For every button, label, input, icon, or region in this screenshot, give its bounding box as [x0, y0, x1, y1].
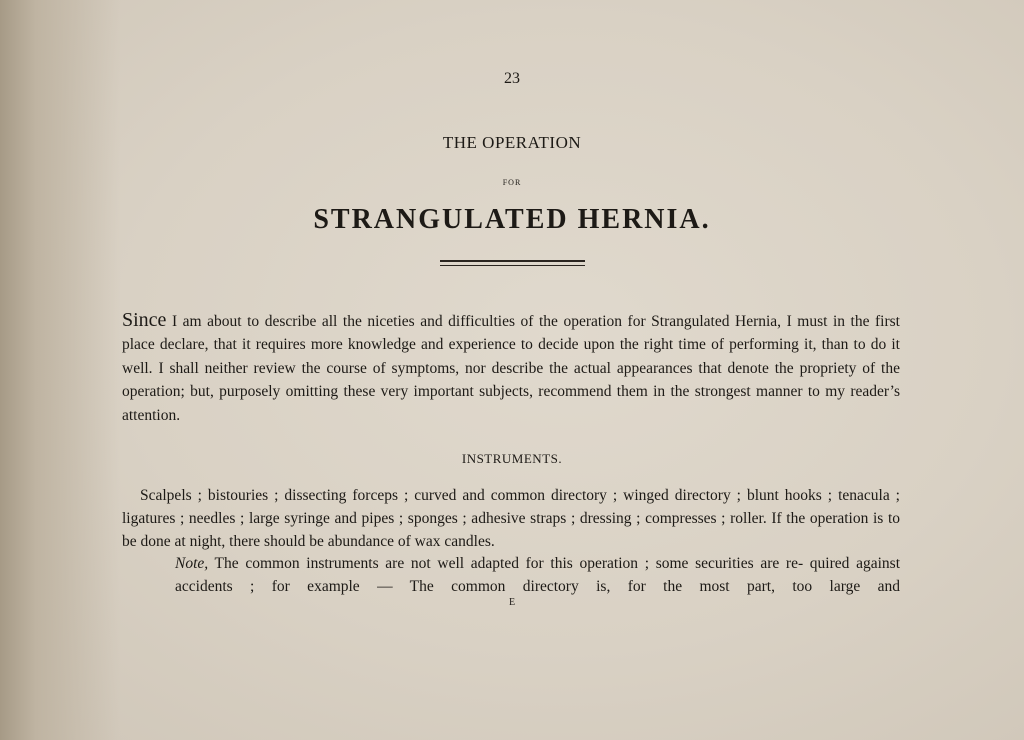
intro-paragraph	[122, 309, 900, 427]
instruments-paragraph	[122, 484, 900, 553]
instruments-text: Scalpels ; bistouries ; dissecting forceps ; curved and common directory ; winged directory ; blunt hooks ; tenacula ; ligatures ; needles ; large syringe and pipes ; sponges ; adhesive straps ; dressing ; compresses ; roller. If the operation is to be done at night, there should be abundance of wax candles.	[122, 487, 900, 550]
intro-text: I am about to describe all the niceties and difficulties of the operation for Strangulated Hernia, I must in the first place declare, that it requires more knowledge and experience to decide upon the right time of performing it, than to do it well. I shall neither review the course of symptoms, nor describe the actual appearances that denote the propriety of the operation; but, purposely omitting these very important subjects, recommend them in the strongest manner to my reader’s attention.	[122, 313, 900, 424]
signature-mark: E	[508, 597, 516, 608]
note-paragraph	[175, 552, 900, 598]
intro-first-word: Since	[122, 309, 167, 331]
page-number: 23	[504, 70, 520, 87]
note-label: Note,	[175, 555, 209, 572]
title-rule	[440, 260, 585, 266]
page-title: STRANGULATED HERNIA.	[313, 204, 711, 235]
note-text: The common instruments are not well adapted for this operation ; some securities are re- quired against accidents ; for example — The common directory is, for the most part, too large and	[175, 555, 900, 595]
title-for: FOR	[502, 178, 522, 187]
instruments-heading: INSTRUMENTS.	[461, 451, 563, 466]
page-gutter-shadow	[0, 0, 120, 740]
title-line-1: THE OPERATION	[442, 133, 582, 152]
